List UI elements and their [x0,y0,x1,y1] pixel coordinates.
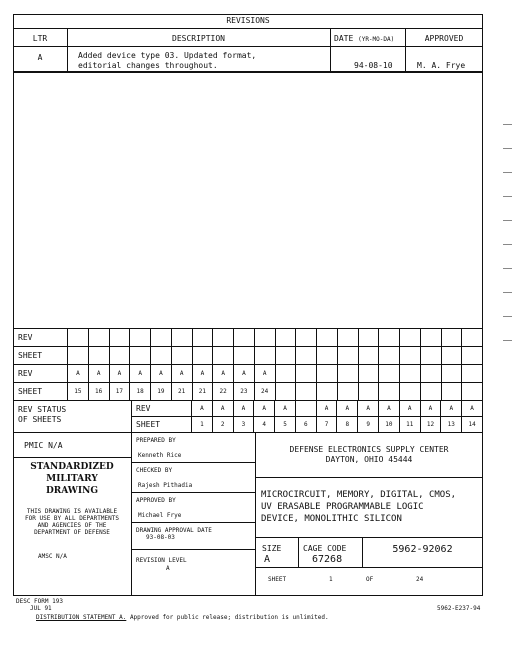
rev-cell [317,365,338,383]
approved-by-label: APPROVED BY [136,497,176,504]
sheet-cell [441,347,462,365]
divider [13,28,483,29]
sheet-cell [68,347,89,365]
standardized-line3: DRAWING [45,486,99,496]
rev-status-cell: A [462,401,483,417]
rev-cell [275,329,296,347]
rev-cell [213,329,234,347]
grid-row-sheet-lower [14,383,483,401]
rev-cell [171,329,192,347]
rev-status-grid [131,400,483,433]
approval-date-label: DRAWING APPROVAL DATE [136,527,212,534]
revision-level-label: REVISION LEVEL [136,557,187,564]
revision-date: 94-08-10 [354,61,393,70]
sheet-status-cell: 10 [379,417,400,433]
approved-header: APPROVED [424,34,464,43]
sheet-cell: 16 [88,383,109,401]
supply-center-line2: DAYTON, OHIO 45444 [325,455,413,464]
sheet-cell [130,347,151,365]
rev-cell [68,329,89,347]
rev-cell [88,329,109,347]
edge-tick [503,196,512,197]
rev-status-cell: A [316,401,337,417]
sheet-cell [317,347,338,365]
sheet-status-cell: 7 [316,417,337,433]
sheet-status-cell: 8 [337,417,358,433]
distribution-statement: DISTRIBUTION STATEMENT A. Approved for public release; distribution is unlimited. [36,614,329,621]
sheet-grid [13,328,483,401]
sheet-cell [296,347,317,365]
rev-status-rev-row [132,401,483,417]
edge-tick [503,340,512,341]
sheet-number: 1 [329,576,333,583]
sheet-status-cell: 1 [192,417,213,433]
rev-cell [192,329,213,347]
sheet-cell: 21 [171,383,192,401]
edge-tick [503,292,512,293]
sheet-cell [151,347,172,365]
rev-cell: A [109,365,130,383]
sheet-cell [379,383,400,401]
sheet-cell [296,383,317,401]
sheet-cell [171,347,192,365]
rev-cell [462,329,483,347]
rev-status-cell: A [337,401,358,417]
rev-cell [379,329,400,347]
rev-cell: A [234,365,255,383]
rev-status-cell: A [358,401,379,417]
rev-cell [296,329,317,347]
sheet-cell [192,347,213,365]
cage-code: 67268 [312,554,343,565]
rev-status-cell: A [233,401,254,417]
sheet-cell: 23 [234,383,255,401]
sheet-status-cell: 4 [254,417,275,433]
sheet-cell [400,383,421,401]
prepared-by-label: PREPARED BY [136,437,176,444]
rev-cell [130,329,151,347]
drawing-title-line2: UV ERASABLE PROGRAMMABLE LOGIC [261,502,424,512]
availability-line4: DEPARTMENT OF DEFENSE [34,529,110,536]
rev-status-cell: A [212,401,233,417]
sheet-cell [234,347,255,365]
rev-status-cell: A [379,401,400,417]
rev-cell: A [130,365,151,383]
description-header: DESCRIPTION [172,34,225,43]
row-label: SHEET [132,417,192,433]
revision-letter: A [37,53,43,62]
sheet-cell [88,347,109,365]
checked-by-label: CHECKED BY [136,467,173,474]
revision-level: A [166,565,170,572]
rev-cell [151,329,172,347]
sheet-cell [420,347,441,365]
divider [13,46,483,47]
sheet-cell: 19 [151,383,172,401]
rev-cell [462,365,483,383]
sheet-cell [462,347,483,365]
sheet-status-cell: 2 [212,417,233,433]
rev-cell: A [213,365,234,383]
row-label: REV [14,365,68,383]
rev-cell [254,329,275,347]
rev-status-cell [295,401,316,417]
rev-status-label-line1: REV STATUS [18,405,67,414]
standardized-line1: STANDARDIZED [30,462,114,472]
size-label: SIZE [262,544,282,553]
sheet-cell [275,347,296,365]
availability-line1: THIS DRAWING IS AVAILABLE [26,508,118,515]
rev-cell [337,329,358,347]
sheet-total: 24 [416,576,424,583]
rev-cell [441,365,462,383]
sheet-cell [337,347,358,365]
rev-status-cell: A [254,401,275,417]
grid-row-sheet-upper [14,347,483,365]
sheet-cell: 22 [213,383,234,401]
rev-status-cell: A [441,401,462,417]
rev-cell [379,365,400,383]
sheet-cell [441,383,462,401]
checked-by-name: Rajesh Pithadia [138,482,193,489]
sheet-cell: 17 [109,383,130,401]
row-label: SHEET [14,347,68,365]
rev-cell: A [171,365,192,383]
row-label: REV [132,401,192,417]
rev-cell [275,365,296,383]
date-header: DATE (YR-MO-DA) [334,34,395,43]
rev-status-cell: A [420,401,441,417]
sheet-cell: 24 [254,383,275,401]
sheet-status-cell: 3 [233,417,254,433]
edge-tick [503,268,512,269]
drawing-title-line3: DEVICE, MONOLITHIC SILICON [261,514,402,524]
rev-cell [296,365,317,383]
divider [131,549,255,550]
rev-cell: A [88,365,109,383]
drawing-title-line1: MICROCIRCUIT, MEMORY, DIGITAL, CMOS, [261,490,457,500]
availability-line3: AND AGENCIES OF THE [37,522,107,529]
rev-status-cell: A [192,401,213,417]
rev-cell [109,329,130,347]
edge-tick [503,172,512,173]
sheet-status-cell: 9 [358,417,379,433]
divider [255,567,483,568]
divider [298,537,299,567]
sheet-label: SHEET [268,576,287,583]
sheet-status-cell: 14 [462,417,483,433]
rev-cell [358,329,379,347]
sheet-cell [462,383,483,401]
rev-cell [400,329,421,347]
availability-line2: FOR USE BY ALL DEPARTMENTS [25,515,119,522]
divider [330,28,331,72]
form-date: JUL 91 [30,605,52,612]
divider [255,537,483,538]
revision-description-line2: editorial changes throughout. [78,61,218,70]
divider [13,457,131,458]
edge-tick [503,124,512,125]
sheet-cell [358,383,379,401]
cage-code-label: CAGE CODE [303,544,347,553]
of-label: OF [366,576,374,583]
drawing-number: 5962-92062 [392,544,453,555]
rev-status-sheet-row [132,417,483,433]
sheet-cell [358,347,379,365]
sheet-cell: 15 [68,383,89,401]
divider [13,432,483,433]
rev-cell [441,329,462,347]
rev-cell [317,329,338,347]
divider [255,477,483,478]
edge-tick [503,220,512,221]
size-value: A [264,554,271,565]
sheet-cell [400,347,421,365]
sheet-cell [254,347,275,365]
edge-tick [503,148,512,149]
approval-date: 93-08-03 [146,534,175,541]
standardized-line2: MILITARY [46,474,98,484]
rev-status-cell: A [399,401,420,417]
rev-cell [337,365,358,383]
divider [131,492,255,493]
prepared-by-name: Kenneth Rice [138,452,182,459]
revisions-title: REVISIONS [226,16,270,25]
pmic-label: PMIC N/A [24,441,63,450]
row-label: SHEET [14,383,68,401]
sheet-cell: 21 [192,383,213,401]
supply-center-line1: DEFENSE ELECTRONICS SUPPLY CENTER [289,445,449,454]
rev-cell [358,365,379,383]
grid-row-rev-upper [14,329,483,347]
rev-cell [420,365,441,383]
amsc-label: AMSC N/A [38,553,67,560]
grid-row-rev-lower [14,365,483,383]
edge-tick [503,316,512,317]
rev-cell [234,329,255,347]
rev-cell [420,329,441,347]
row-label: REV [14,329,68,347]
sheet-status-cell: 11 [399,417,420,433]
sheet-cell [337,383,358,401]
sheet-cell [109,347,130,365]
rev-cell: A [151,365,172,383]
sheet-status-cell: 5 [275,417,296,433]
revision-approver: M. A. Frye [417,61,466,70]
sheet-status-cell: 6 [295,417,316,433]
edge-tick [503,244,512,245]
approved-by-name: Michael Frye [138,512,182,519]
rev-status-label-line2: OF SHEETS [18,415,62,424]
document-code: 5962-E237-94 [437,605,481,612]
revision-description-line1: Added device type 03. Updated format, [78,51,257,60]
rev-cell: A [254,365,275,383]
form-number: DESC FORM 193 [16,598,63,605]
rev-cell [400,365,421,383]
sheet-cell [213,347,234,365]
rev-cell: A [192,365,213,383]
rev-status-cell: A [275,401,296,417]
divider [131,432,132,596]
sheet-cell [379,347,400,365]
sheet-status-cell: 13 [441,417,462,433]
divider [131,462,255,463]
divider [131,522,255,523]
rev-cell: A [68,365,89,383]
ltr-header: LTR [32,34,48,43]
sheet-cell [275,383,296,401]
sheet-cell: 18 [130,383,151,401]
sheet-cell [420,383,441,401]
sheet-status-cell: 12 [420,417,441,433]
sheet-cell [317,383,338,401]
